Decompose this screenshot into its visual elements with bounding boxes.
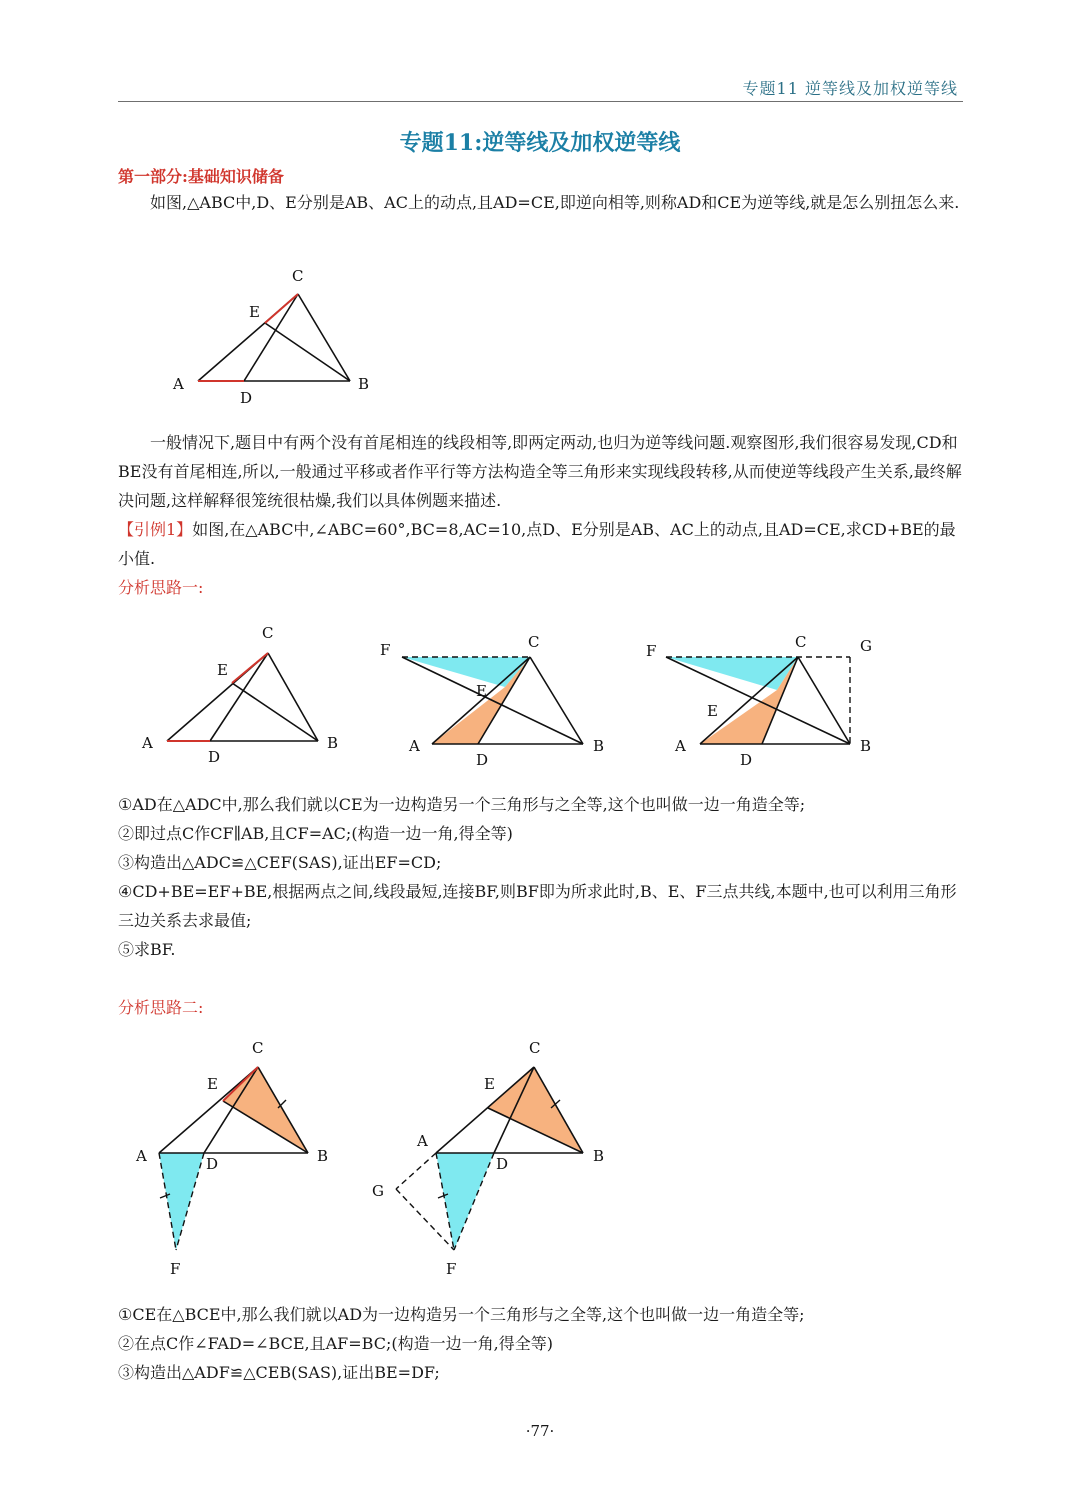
fig2b-label-b: B (593, 1147, 605, 1165)
fig2b-label-a: A (417, 1132, 428, 1150)
fig2b-label-c: C (529, 1039, 541, 1057)
example-text: 如图,在△ABC中,∠ABC=60°,BC=8,AC=10,点D、E分别是AB、AC上的动点,且AD=CE,求CD+BE的最小值. (118, 520, 956, 568)
fig1b-label-a: A (409, 737, 420, 755)
analysis-two-steps (118, 1300, 965, 1387)
analysis-one-step: ③构造出△ADC≌△CEF(SAS),证出EF=CD; (118, 853, 442, 872)
fig2a (135, 1039, 328, 1278)
fig1b-label-f: F (380, 641, 391, 659)
fig1c-label-e: E (707, 702, 718, 720)
analysis-two-step: ②在点C作∠FAD=∠BCE,且AF=BC;(构造一边一角,得全等) (118, 1334, 553, 1353)
example-label: 【引例1】 (118, 520, 193, 539)
analysis-one-step: ④CD+BE=EF+BE,根据两点之间,线段最短,连接BF,则BF即为所求此时,B、E、F三点共线,本题中,也可以利用三角形三边关系去求最值; (118, 882, 957, 930)
fig2a-label-a: A (136, 1147, 147, 1165)
label-b: B (358, 375, 370, 393)
explanation-text: 一般情况下,题目中有两个没有首尾相连的线段相等,即两定两动,也归为逆等线问题.观察图形,我们很容易发现,CD和BE没有首尾相连,所以,一般通过平移或者作平行等方法构造全等三角形来实现线段转移,从而使逆等线段产生关系,最终解决问题,这样解释很笼统很枯燥,我们以具体例题来描述. (118, 433, 962, 510)
fig2b-label-e: E (484, 1075, 495, 1093)
fig1a-label-e: E (217, 661, 228, 679)
fig1b-label-e: E (476, 682, 487, 700)
label-e: E (249, 303, 260, 321)
fig2b-label-g: G (372, 1182, 384, 1200)
label-d: D (240, 389, 253, 407)
intro-text: 如图,△ABC中,D、E分别是AB、AC上的动点,且AD=CE,即逆向相等,则称AD和CE为逆等线,就是怎么别扭怎么来. (150, 193, 960, 212)
fig2a-label-f: F (170, 1260, 181, 1278)
analysis-one-step: ②即过点C作CF∥AB,且CF=AC;(构造一边一角,得全等) (118, 824, 513, 843)
fig2a-label-c: C (252, 1039, 264, 1057)
analysis-one-step: ⑤求BF. (118, 940, 176, 959)
fig1a-label-b: B (327, 734, 339, 752)
analysis-one-step: ①AD在△ADC中,那么我们就以CE为一边构造另一个三角形与之全等,这个也叫做一边一角造全等; (118, 795, 806, 814)
fig2a-label-b: B (317, 1147, 329, 1165)
analysis-two-heading: 分析思路二: (118, 998, 204, 1017)
fig1c-label-a: A (675, 737, 686, 755)
analysis-two-step: ①CE在△BCE中,那么我们就以AD为一边构造另一个三角形与之全等,这个也叫做一边一角造全等; (118, 1305, 805, 1324)
fig2b (372, 1039, 604, 1278)
fig1c-label-b: B (860, 737, 872, 755)
fig2b-label-d: D (496, 1155, 509, 1173)
fig2b-label-f: F (446, 1260, 457, 1278)
label-c: C (292, 267, 304, 285)
fig1c-label-g: G (860, 637, 872, 655)
page-title: 专题11:逆等线及加权逆等线 (399, 130, 681, 156)
fig1c-label-c: C (795, 633, 807, 651)
fig2a-label-d: D (206, 1155, 219, 1173)
fig2a-label-e: E (207, 1075, 218, 1093)
section-heading: 第一部分:基础知识储备 (118, 167, 284, 186)
fig1a-label-a: A (142, 734, 153, 752)
label-a: A (173, 375, 184, 393)
analysis-one-heading: 分析思路一: (118, 578, 204, 597)
running-header: 专题11 逆等线及加权逆等线 (742, 79, 958, 98)
fig1a-label-c: C (262, 624, 274, 642)
fig1a-label-d: D (208, 748, 221, 766)
page-number: ·77· (525, 1422, 555, 1440)
fig1c-label-d: D (740, 751, 753, 769)
fig1b-label-c: C (528, 633, 540, 651)
analysis-two-step: ③构造出△ADF≌△CEB(SAS),证出BE=DF; (118, 1363, 440, 1382)
fig1c-label-f: F (646, 642, 657, 660)
fig1b-label-d: D (476, 751, 489, 769)
fig1b-label-b: B (593, 737, 605, 755)
